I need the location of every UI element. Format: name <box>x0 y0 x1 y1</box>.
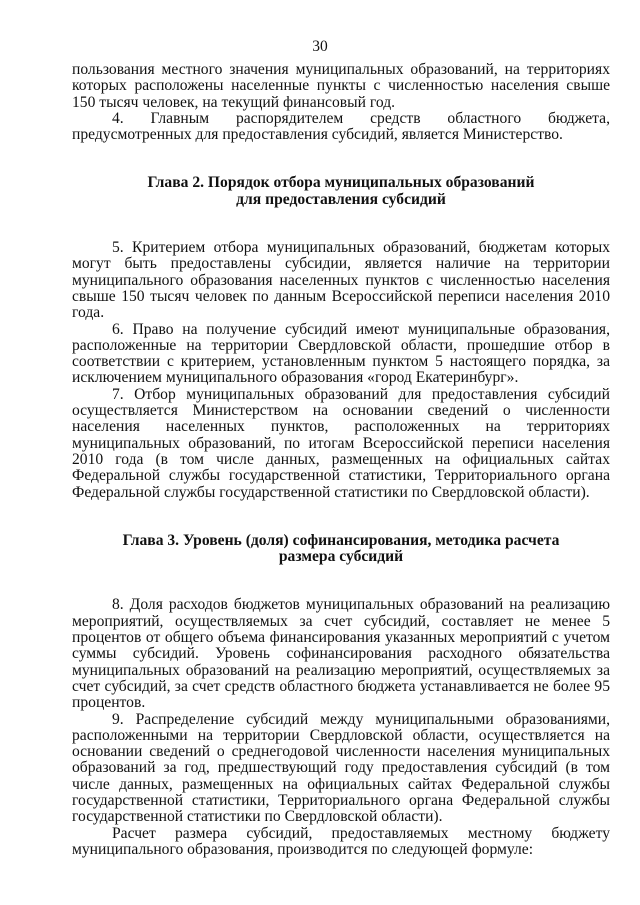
page-number: 30 <box>312 38 328 55</box>
paragraph-continuation: пользования местного значения муниципальных образований, на территориях которых расположены населенные пункты с численностью населения свыше 150 тысяч человек, на текущий финансовый год. <box>72 61 610 111</box>
paragraph-4: 4. Главным распорядителем средств областного бюджета, предусмотренных для предоставления субсидий, является Министерство. <box>72 109 610 144</box>
chapter-3-heading-line-2: размера субсидий <box>278 548 404 566</box>
paragraph-5: 5. Критерием отбора муниципальных образований, бюджетам которых могут быть предоставлены субсидии, является наличие на территории муниципального образования населенных пунктов с численностью населения свыше 150 тысяч человек по данным Всероссийской переписи населения 2010 года. <box>72 239 610 322</box>
chapter-3-heading-line-1: Глава 3. Уровень (доля) софинансирования, методика расчета <box>122 531 560 549</box>
paragraph-8: 8. Доля расходов бюджетов муниципальных образований на реализацию мероприятий, осуществляемых за счет субсидий, составляет не менее 5 процентов от общего объема финансирования указанных мероприятий с учетом суммы субсидий. Уровень софинансирования расходного обязательства муниципальных образований на реализацию мероприятий, осуществляемых за счет субсидий, за счет средств областного бюджета устанавливается не более 95 процентов. <box>72 596 610 712</box>
chapter-3-heading <box>72 533 610 566</box>
paragraph-formula-intro: Расчет размера субсидий, предоставляемых местному бюджету муниципального образования, производится по следующей формуле: <box>72 824 610 858</box>
paragraph-7: 7. Отбор муниципальных образований для предоставления субсидий осуществляется Министерством на основании сведений о численности населения населенных пунктов, расположенных на территориях муниципальных образований, по итогам Всероссийской переписи населения 2010 года (в том числе данных, размещенных на официальных сайтах Федеральной службы государственной статистики, Территориального органа Федеральной службы государственной статистики по Свердловской области). <box>72 385 610 501</box>
paragraph-9: 9. Распределение субсидий между муниципальными образованиями, расположенными на территории Свердловской области, осуществляется на основании сведений о среднегодовой численности населения муниципальных образований за год, предшествующий году предоставления субсидий (в том числе данных, размещенных на официальных сайтах Федеральной службы государственной статистики, Территориального органа Федеральной службы государственной статистики по Свердловской области). <box>72 710 610 826</box>
document-body <box>72 62 610 858</box>
chapter-2-heading <box>72 175 610 208</box>
paragraph-6: 6. Право на получение субсидий имеют муниципальные образования, расположенные на территории Свердловской области, прошедшие отбор в соответствии с критерием, установленным пунктом 5 настоящего порядка, за исключением муниципального образования «город Екатеринбург». <box>72 320 610 387</box>
chapter-2-heading-line-2: для предоставления субсидий <box>236 190 446 208</box>
chapter-2-heading-line-1: Глава 2. Порядок отбора муниципальных образований <box>147 174 535 192</box>
